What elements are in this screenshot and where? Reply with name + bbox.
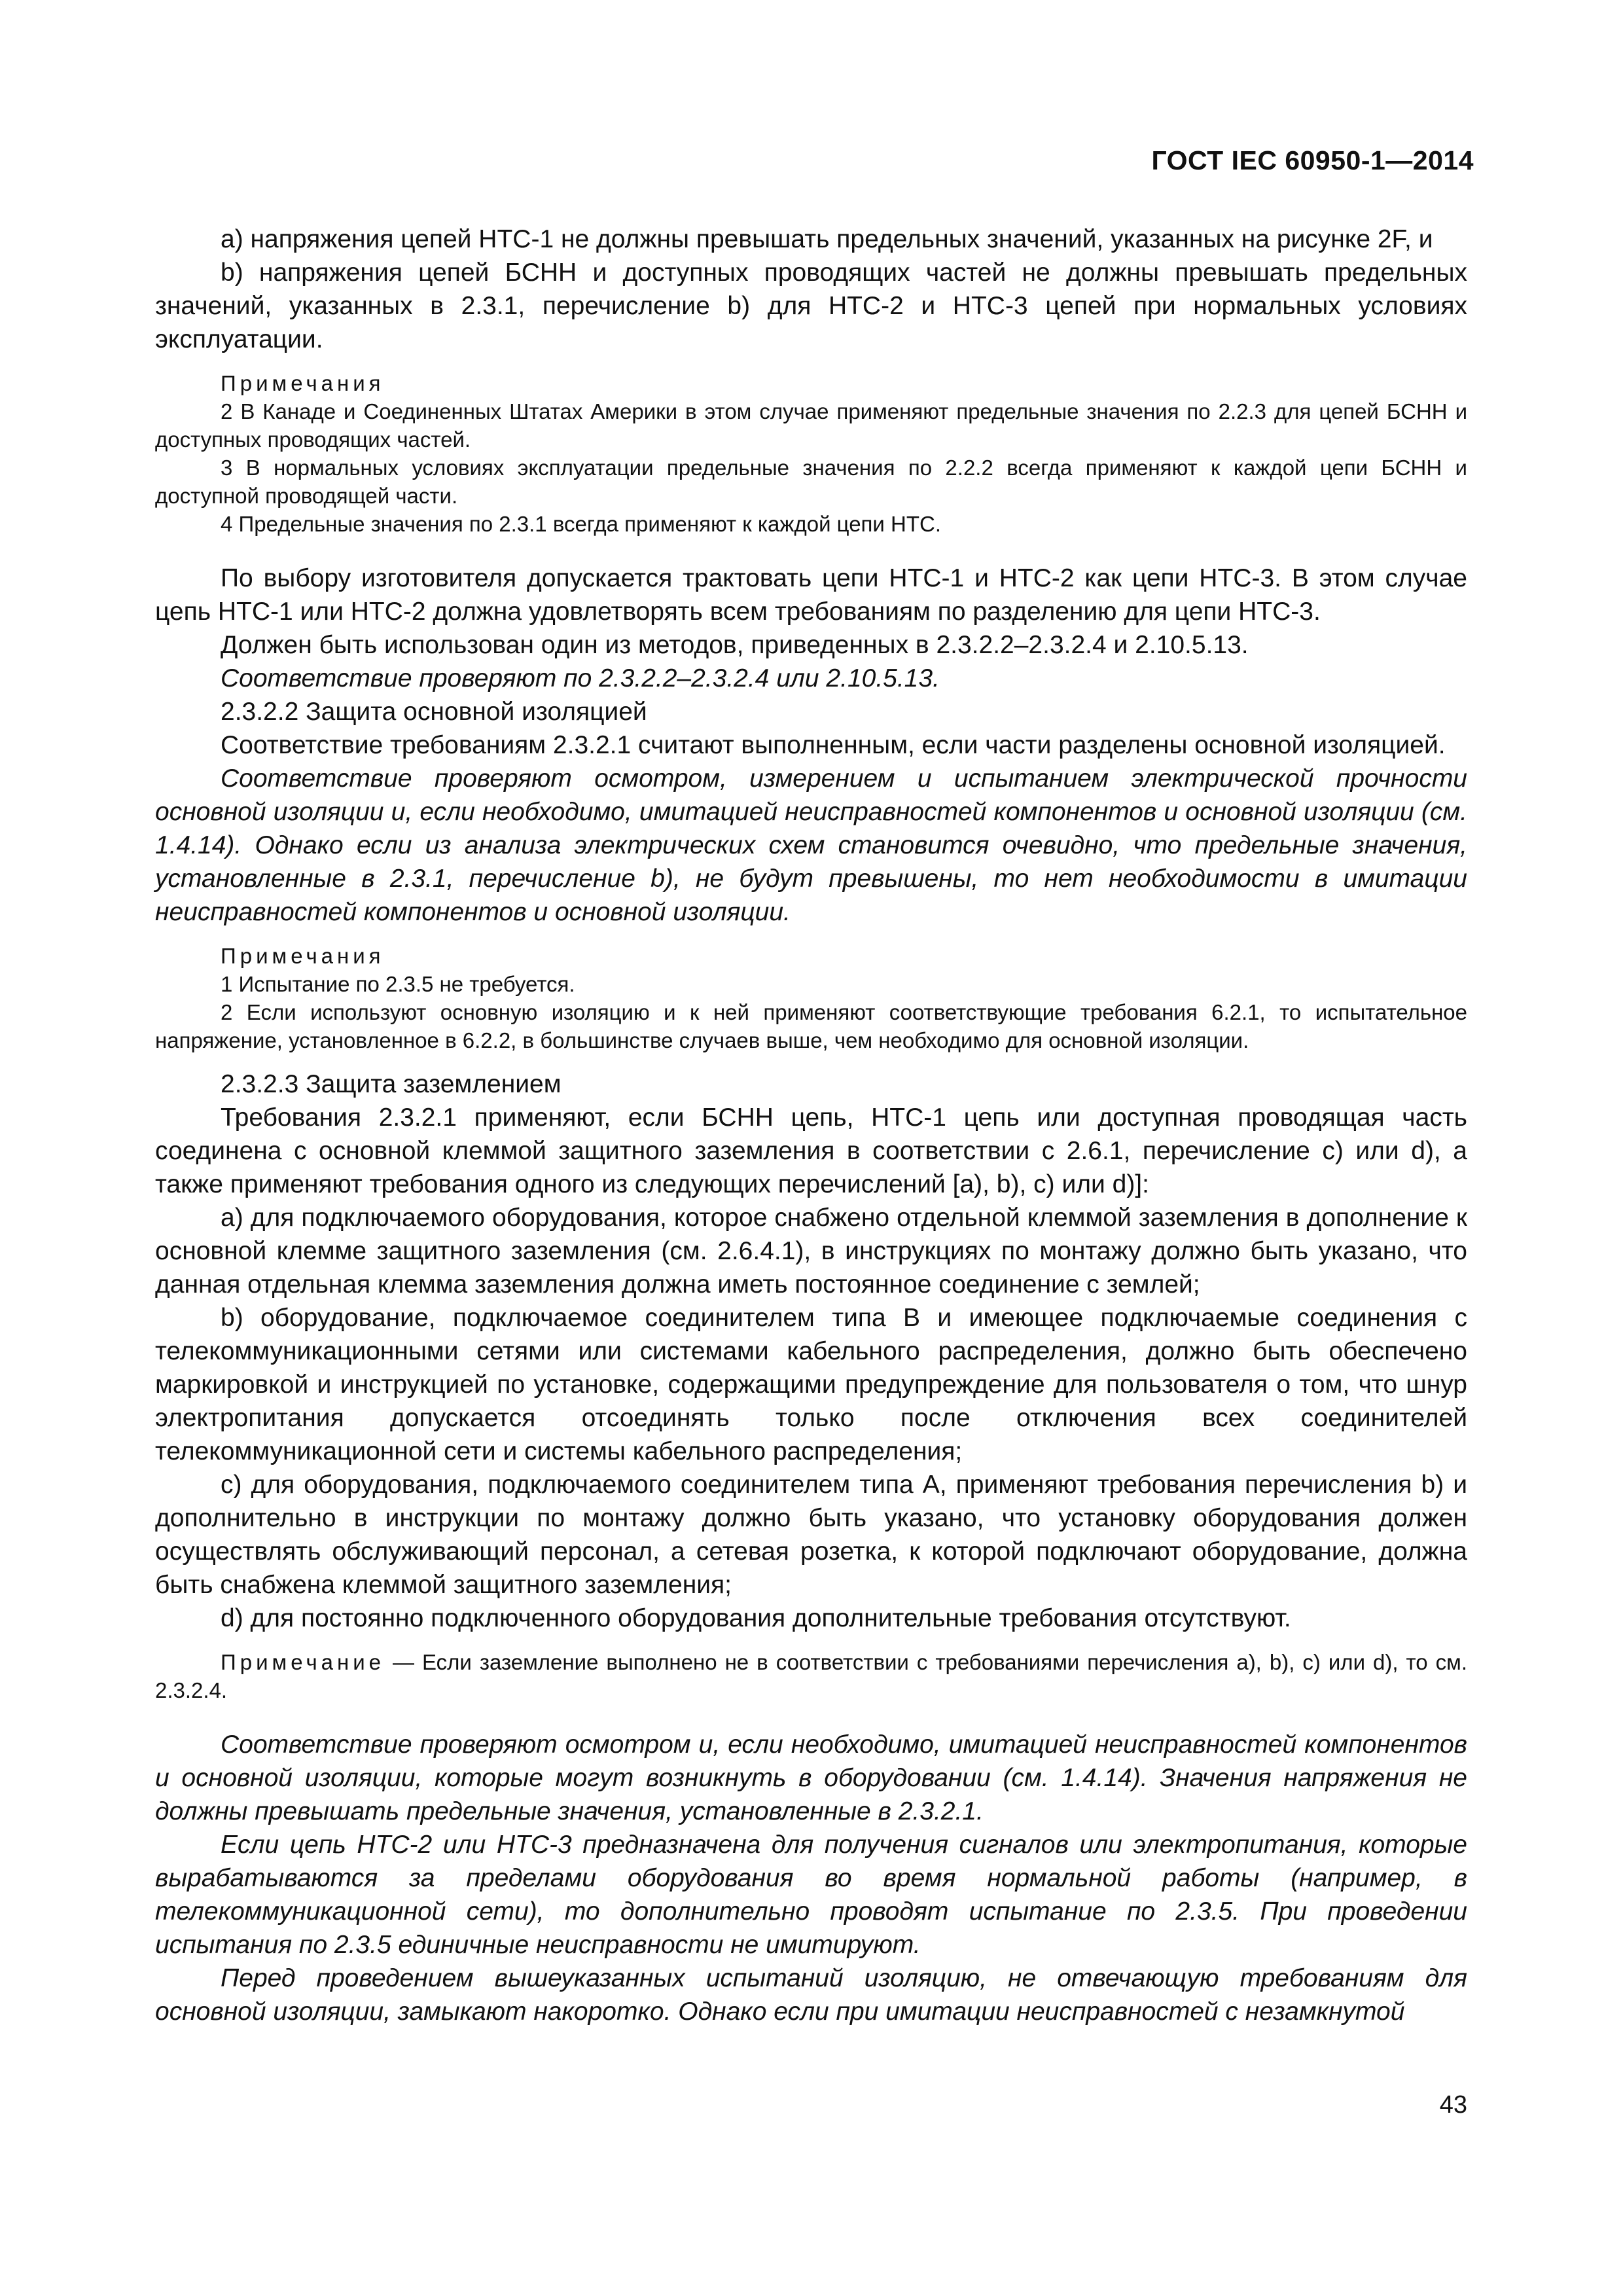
note-1: 1 Испытание по 2.3.5 не требуется. xyxy=(221,972,575,996)
notes-heading: Примечания xyxy=(221,371,385,395)
standard-header: ГОСТ IEC 60950-1—2014 xyxy=(1151,145,1474,175)
notes-heading: Примечания xyxy=(221,944,385,968)
compliance-check-1: Соответствие проверяют по 2.3.2.2–2.3.2.4 или 2.10.5.13. xyxy=(221,664,940,692)
paragraph-basic-insulation: Соответствие требованиям 2.3.2.1 считают выполненным, если части разделены основной изоляцией. xyxy=(221,731,1446,759)
note-earthing xyxy=(155,1648,1467,1704)
note-4: 4 Предельные значения по 2.3.1 всегда применяют к каждой цепи НТС. xyxy=(221,512,942,536)
compliance-check-5: Перед проведением вышеуказанных испытаний изоляцию, не отвечающую требованиям для основной изоляции, замыкают накоротко. Однако если при имитации неисправностей с незамкнутой xyxy=(155,1964,1467,2026)
paragraph-earthing-requirements: Требования 2.3.2.1 применяют, если БСНН цепь, НТС-1 цепь или доступная проводящая часть соединена с основной клеммой защитного заземления в соответствии с 2.6.1, перечисление с) или d), а также применяют требования одного из следующих перечислений [а), b), с) или d)]: xyxy=(155,1103,1467,1198)
paragraph-methods: Должен быть использован один из методов, приведенных в 2.3.2.2–2.3.2.4 и 2.10.5.13. xyxy=(221,631,1249,659)
note-label: Примечание xyxy=(221,1650,385,1674)
list-item-a: а) для подключаемого оборудования, которое снабжено отдельной клеммой заземления в дополнение к основной клемме защитного заземления (см. 2.6.4.1), в инструкциях по монтажу должно быть указано, что данная отдельная клемма заземления должна иметь постоянное соединение с землей; xyxy=(155,1204,1467,1299)
notes-block-2 xyxy=(155,942,1467,1054)
paragraph-item-b: b) напряжения цепей БСНН и доступных проводящих частей не должны превышать предельных значений, указанных в 2.3.1, перечисление b) для НТС-2 и НТС-3 цепей при нормальных условиях эксплуатации. xyxy=(155,259,1467,353)
note-3: 3 В нормальных условиях эксплуатации предельные значения по 2.2.2 всегда применяют к каждой цепи БСНН и доступной проводящей части. xyxy=(155,456,1467,508)
compliance-check-3: Соответствие проверяют осмотром и, если необходимо, имитацией неисправностей компонентов и основной изоляции, которые могут возникнуть в оборудовании (см. 1.4.14). Значения напряжения не должны превышать предельные значения, установленные в 2.3.2.1. xyxy=(155,1731,1467,1825)
paragraph-htc-treatment: По выбору изготовителя допускается трактовать цепи НТС-1 и НТС-2 как цепи НТС-3. В этом случае цепь НТС-1 или НТС-2 должна удовлетворять всем требованиям по разделению для цепи НТС-3. xyxy=(155,564,1467,626)
paragraph-item-a: а) напряжения цепей НТС-1 не должны превышать предельных значений, указанных на рисунке 2F, и xyxy=(221,225,1433,253)
list-item-c: с) для оборудования, подключаемого соединителем типа А, применяют требования перечисления b) и дополнительно в инструкции по монтажу должно быть указано, что установку оборудования должен осуществлять обслуживающий персонал, а сетевая розетка, к которой подключают оборудование, должна быть снабжена клеммой защитного заземления; xyxy=(155,1471,1467,1599)
compliance-check-4: Если цепь НТС-2 или НТС-3 предназначена для получения сигналов или электропитания, которые вырабатываются за пределами оборудования во время нормальной работы (например, в телекоммуникационной сети), то дополнительно проводят испытание по 2.3.5. При проведении испытания по 2.3.5 единичные неисправности не имитируют. xyxy=(155,1831,1467,1959)
page-body xyxy=(155,223,1467,2028)
note-2: 2 Если используют основную изоляцию и к ней применяют соответствующие требования 6.2.1, то испытательное напряжение, установленное в 6.2.2, в большинстве случаев выше, чем необходимо для основной изоляции. xyxy=(155,1000,1467,1052)
notes-block-1 xyxy=(155,369,1467,538)
note-2: 2 В Канаде и Соединенных Штатах Америки в этом случае применяют предельные значения по 2.2.3 для цепей БСНН и доступных проводящих частей. xyxy=(155,399,1467,452)
note-text: — Если заземление выполнено не в соответствии с требованиями перечисления а), b), с) или d), то см. 2.3.2.4. xyxy=(155,1650,1467,1702)
page-number: 43 xyxy=(1439,2091,1467,2119)
section-heading-2-3-2-2: 2.3.2.2 Защита основной изоляцией xyxy=(221,698,647,726)
list-item-d: d) для постоянно подключенного оборудования дополнительные требования отсутствуют. xyxy=(221,1604,1291,1632)
section-heading-2-3-2-3: 2.3.2.3 Защита заземлением xyxy=(221,1070,562,1098)
compliance-check-2: Соответствие проверяют осмотром, измерением и испытанием электрической прочности основной изоляции и, если необходимо, имитацией неисправностей компонентов и основной изоляции (см. 1.4.14). Однако если из анализа электрических схем становится очевидно, что предельные значения, установленные в 2.3.1, перечисление b), не будут превышены, то нет необходимости в имитации неисправностей компонентов и основной изоляции. xyxy=(155,764,1467,926)
list-item-b: b) оборудование, подключаемое соединителем типа В и имеющее подключаемые соединения с телекоммуникационными сетями или системами кабельного распределения, должно быть обеспечено маркировкой и инструкцией по установке, содержащими предупреждение для пользователя о том, что шнур электропитания допускается отсоединять только после отключения всех соединителей телекоммуникационной сети и системы кабельного распределения; xyxy=(155,1304,1467,1465)
